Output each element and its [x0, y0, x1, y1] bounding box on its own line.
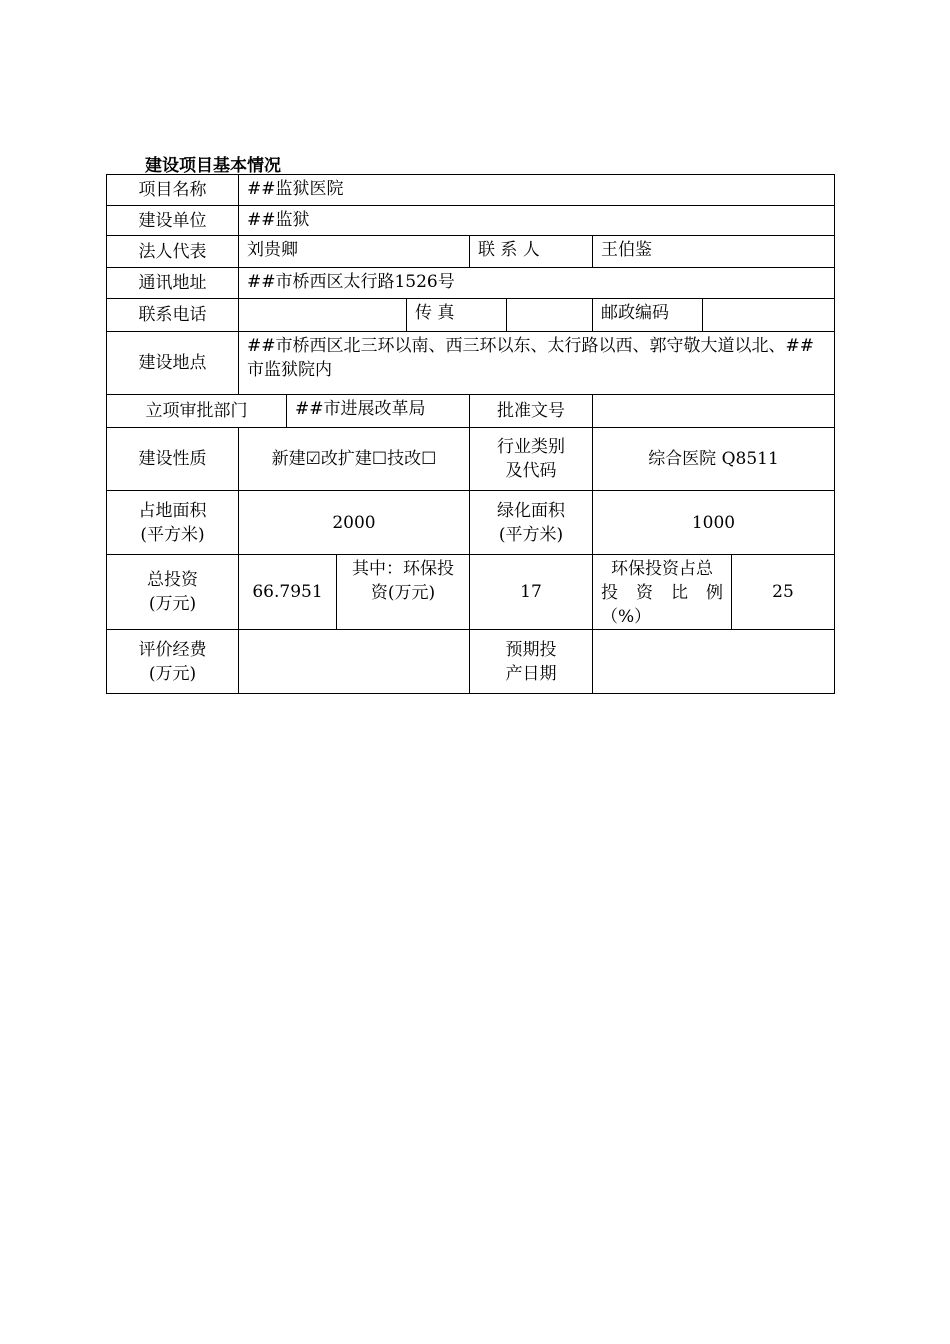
value-phone — [239, 299, 407, 331]
label-project-name: 项目名称 — [107, 175, 239, 205]
label-green-area: 绿化面积 (平方米) — [470, 491, 593, 554]
row-legal-rep — [106, 236, 835, 268]
value-nature: 新建☑改扩建☐技改☐ — [239, 428, 470, 490]
row-fee — [106, 630, 835, 694]
value-green-area: 1000 — [691, 512, 736, 533]
row-address — [106, 268, 835, 299]
value-eval-fee — [239, 630, 470, 693]
label-env-ratio-line1: 环保投资占总 — [611, 559, 713, 579]
row-phone — [106, 299, 835, 332]
value-site: ##市桥西区北三环以南、西三环以东、太行路以西、郭守敬大道以北、##市监狱院内 — [247, 336, 814, 380]
project-info-table — [106, 174, 835, 694]
row-approval-dept — [106, 395, 835, 428]
label-env-investment: 其中：环保投 资(万元) — [337, 555, 470, 629]
value-env-investment: 17 — [470, 555, 593, 629]
row-nature — [106, 428, 835, 491]
value-construction-unit: ##监狱 — [247, 210, 310, 230]
label-approval-no: 批准文号 — [470, 395, 593, 427]
value-land-area: 2000 — [239, 491, 470, 554]
label-industry: 行业类别 及代码 — [470, 428, 593, 490]
label-nature: 建设性质 — [107, 428, 239, 490]
value-industry: 综合医院 Q8511 — [648, 449, 779, 469]
row-area — [106, 491, 835, 555]
value-project-name: ##监狱医院 — [247, 179, 344, 199]
label-env-ratio-line2: 投资比例 — [601, 583, 723, 603]
label-production-date: 预期投 产日期 — [470, 630, 593, 693]
label-postcode: 邮政编码 — [593, 299, 703, 331]
value-address: ##市桥西区太行路1526号 — [247, 272, 455, 292]
row-site — [106, 332, 835, 395]
value-fax — [507, 299, 593, 331]
value-production-date — [593, 630, 834, 693]
row-construction-unit — [106, 206, 835, 236]
label-fax: 传 真 — [407, 299, 507, 331]
label-construction-unit: 建设单位 — [107, 206, 239, 235]
label-legal-rep: 法人代表 — [107, 236, 239, 267]
value-contact: 王伯鉴 — [601, 240, 652, 260]
label-env-ratio — [593, 555, 732, 629]
value-approval-dept: ##市进展改革局 — [287, 395, 470, 427]
value-env-ratio: 25 — [772, 582, 794, 602]
value-postcode — [703, 299, 834, 331]
label-phone: 联系电话 — [107, 299, 239, 331]
label-eval-fee: 评价经费 (万元) — [107, 630, 239, 693]
label-land-area: 占地面积 (平方米) — [107, 491, 239, 554]
label-approval-dept: 立项审批部门 — [107, 395, 287, 427]
value-approval-no — [593, 395, 834, 427]
label-site: 建设地点 — [107, 332, 239, 394]
section-title: 建设项目基本情况 — [145, 156, 281, 176]
label-address: 通讯地址 — [107, 268, 239, 298]
value-total-investment: 66.7951 — [239, 555, 337, 629]
row-investment — [106, 555, 835, 630]
label-total-investment: 总投资 (万元) — [107, 555, 239, 629]
label-contact: 联 系 人 — [470, 236, 593, 267]
value-legal-rep: 刘贵卿 — [239, 236, 470, 267]
row-project-name — [106, 174, 835, 206]
label-env-ratio-line3: （%） — [601, 607, 652, 627]
